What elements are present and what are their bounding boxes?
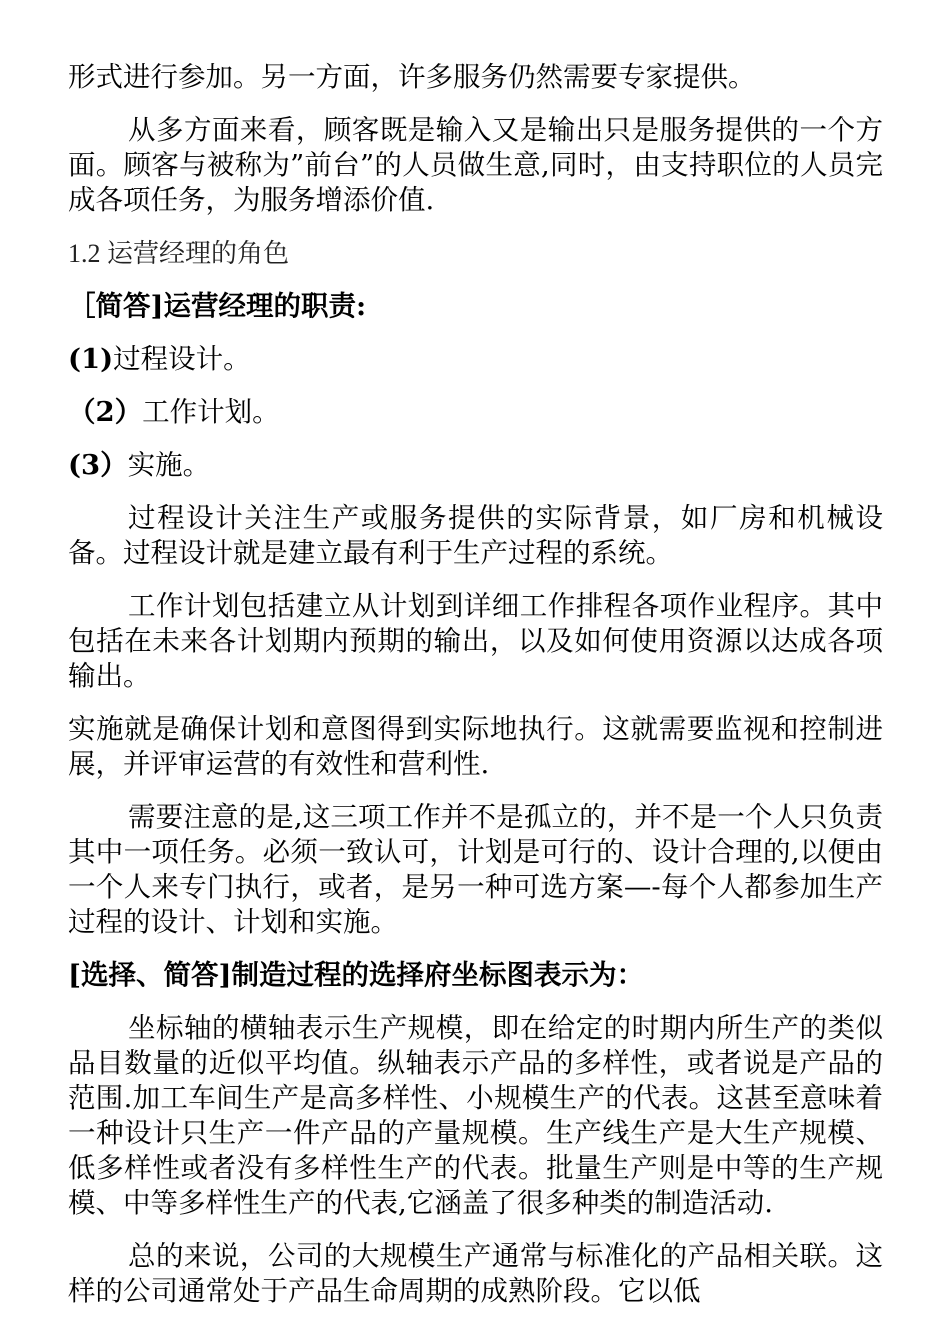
list-item-number: (1) (68, 343, 114, 375)
question-label: [选择、简答]制造过程的选择府坐标图表示为： (68, 959, 645, 991)
paragraph: 实施就是确保计划和意图得到实际地执行。这就需要监视和控制进展，并评审运营的有效性和营利性. (68, 713, 883, 780)
paragraph: 总的来说，公司的大规模生产通常与标准化的产品相关联。这样的公司通常处于产品生命周期的成熟阶段。它以低 (68, 1240, 883, 1307)
paragraph: 需要注意的是,这三项工作并不是孤立的，并不是一个人只负责其中一项任务。必须一致认可，计划是可行的、设计合理的,以便由一个人来专门执行，或者，是另一种可选方案—-每个人都参加生产过程的设计、计划和实施。 (68, 801, 883, 938)
list-item (68, 395, 883, 430)
paragraph: 工作计划包括建立从计划到详细工作排程各项作业程序。其中包括在未来各计划期内预期的输出，以及如何使用资源以达成各项输出。 (68, 590, 883, 692)
list-item-text: 实施。 (127, 449, 211, 481)
list-item-number: (3） (68, 449, 128, 481)
list-item-text: 工作计划。 (142, 396, 280, 428)
list-item (68, 342, 883, 377)
list-item (68, 448, 883, 483)
document-page (68, 60, 883, 1327)
paragraph: 从多方面来看，顾客既是输入又是输出只是服务提供的一个方面。顾客与被称为”前台”的人员做生意,同时，由支持职位的人员完成各项任务，为服务增添价值. (68, 114, 883, 216)
paragraph: 坐标轴的横轴表示生产规模，即在给定的时期内所生产的类似品目数量的近似平均值。纵轴表示产品的多样性，或者说是产品的范围.加工车间生产是高多样性、小规模生产的代表。这甚至意味着一种设计只生产一件产品的产量规模。生产线生产是大生产规模、低多样性或者没有多样性生产的代表。批量生产则是中等的生产规模、中等多样性生产的代表,它涵盖了很多种类的制造活动. (68, 1012, 883, 1219)
paragraph: 形式进行参加。另一方面，许多服务仍然需要专家提供。 (68, 61, 756, 93)
section-heading: 1.2 运营经理的角色 (68, 239, 290, 268)
list-item-number: （2） (68, 396, 143, 428)
question-label: ［简答]运营经理的职责: (68, 290, 367, 322)
list-item-text: 过程设计。 (113, 343, 251, 375)
paragraph: 过程设计关注生产或服务提供的实际背景，如厂房和机械设备。过程设计就是建立最有利于生产过程的系统。 (68, 502, 883, 569)
